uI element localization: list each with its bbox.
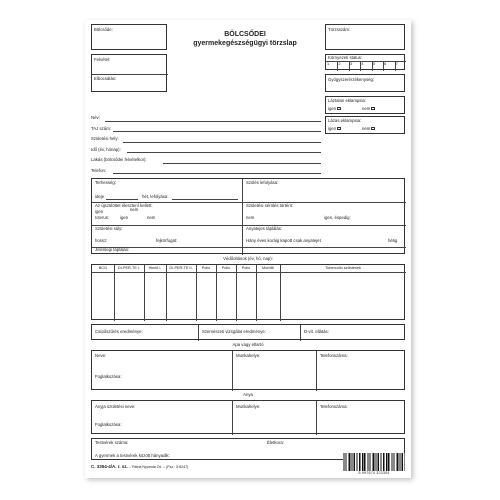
- laztalan-igen-label: igen: [328, 106, 337, 111]
- anya-nev-label[interactable]: Anyja születési neve:: [95, 404, 136, 409]
- testverek-eletkora-label[interactable]: Életkora:: [267, 440, 284, 445]
- status-cell-divider: [372, 61, 373, 71]
- vedooltasok-title: Védőoltások (év, hó, nap):: [223, 256, 273, 261]
- kornyezeti-status-box[interactable]: [325, 54, 405, 70]
- elbocsatas-label: Elbocsátás:: [94, 76, 117, 81]
- hany-eves-label: Hány éves koráig kapott csak anyatejet: [246, 238, 321, 243]
- ujszulott-igen[interactable]: igen: [95, 209, 104, 214]
- status-cell-divider: [383, 61, 387, 71]
- birth-block: [91, 178, 405, 254]
- testverek-szama-label[interactable]: Testvérek száma:: [95, 440, 129, 445]
- personal-field-label: Telefon:: [91, 167, 107, 173]
- anya-munkahely-label[interactable]: Munkahelye:: [236, 404, 261, 409]
- laztalan-nem[interactable]: [362, 107, 375, 112]
- personal-field-label: Születési hely:: [91, 136, 119, 141]
- personal-field-label: Név:: [91, 115, 100, 120]
- het-label: hétig: [388, 238, 398, 243]
- anya-divider-2: [316, 401, 317, 435]
- vacc-col-divider: [196, 265, 197, 321]
- lazas-nem[interactable]: [362, 127, 375, 132]
- personal-field-line[interactable]: [127, 152, 321, 153]
- apa-nev-label[interactable]: Neve:: [95, 353, 107, 358]
- vacc-col-divider: [256, 265, 257, 321]
- apa-foglalkozas-label[interactable]: Foglalkozása:: [95, 374, 122, 379]
- vedooltasok-header-line: [92, 272, 406, 273]
- gyogyszer-box[interactable]: [325, 74, 405, 92]
- birth-block-divider-3: [92, 247, 406, 248]
- vacc-col-divider: [144, 265, 145, 321]
- testverek-hanyadik-label[interactable]: A gyermek a testvérek között hányadik:: [95, 453, 170, 458]
- checkbox[interactable]: [371, 107, 375, 110]
- status-cell-4[interactable]: 4: [361, 62, 364, 66]
- szuletesi-suly-label: Születési súly:: [95, 226, 123, 231]
- ujszulott-label: Az újszülöttet élesztení kellett:: [95, 203, 153, 208]
- serules-nem[interactable]: nem: [246, 215, 255, 220]
- anya-box: [91, 400, 405, 434]
- vacc-col-header: Polio: [201, 266, 211, 270]
- status-cell-1[interactable]: 1: [327, 62, 330, 66]
- anya-title: Anya: [243, 392, 253, 397]
- form-title: [175, 30, 315, 48]
- kornyezeti-status-label: Környezeti status:: [328, 55, 363, 60]
- vacc-col-header: DI-PER-TE I.: [117, 266, 141, 270]
- icterus-igen[interactable]: igen: [120, 215, 129, 220]
- form-code-footer: [91, 464, 188, 470]
- personal-field-line[interactable]: [105, 121, 321, 122]
- apa-title: Apa vagy eltartó: [232, 342, 264, 347]
- serules-igen[interactable]: igen, éspedig:: [324, 215, 351, 220]
- status-cell-5[interactable]: 5: [372, 62, 375, 66]
- birth-block-vdivider: [242, 179, 243, 255]
- vizsgalat-divider-1: [198, 325, 199, 341]
- hossz-label: hossz:: [95, 238, 108, 243]
- apa-box: [91, 350, 405, 390]
- fejkorfogat-label: fejkörfogat:: [156, 238, 178, 243]
- vizsgalat-divider-2: [300, 325, 301, 341]
- laztalan-box[interactable]: [325, 96, 405, 114]
- personal-field-line[interactable]: [113, 173, 321, 174]
- title-line-1: BÖLCSŐDEI: [224, 31, 266, 38]
- status-cell-7[interactable]: 7: [395, 62, 398, 66]
- apa-divider-1: [232, 351, 233, 391]
- checkbox[interactable]: [371, 127, 375, 130]
- personal-field-line[interactable]: [113, 131, 321, 132]
- lazas-box[interactable]: [325, 116, 405, 134]
- checkbox[interactable]: [337, 127, 341, 130]
- status-cell-2[interactable]: 2: [338, 62, 341, 66]
- terhesseg-het-line[interactable]: [172, 199, 238, 200]
- title-line-2: gyermekegészségügyi törzslap: [193, 40, 297, 48]
- lazas-label: Lázas eklampsia:: [328, 118, 362, 123]
- barcode-number: 5 997674 323304: [358, 471, 390, 475]
- serules-label: Születési sérülés történt:: [246, 203, 294, 208]
- anya-foglalkozas-label[interactable]: Foglalkozása:: [95, 422, 122, 427]
- terhesseg-het: hét, lefolyása:: [142, 194, 169, 199]
- status-cell-divider: [360, 61, 364, 71]
- vacc-col-header: DI-PER-TE II.: [169, 266, 193, 270]
- personal-field-line[interactable]: [123, 142, 321, 143]
- vacc-col-header: Polio: [221, 266, 231, 270]
- vacc-col-divider: [280, 265, 281, 321]
- laztalan-label: Láztalan eklampsia:: [328, 98, 366, 103]
- felvetel-label: Felvétel:: [94, 57, 111, 62]
- vacc-col-header: Himlő I.: [148, 266, 162, 270]
- vacc-col-header: Tuberculin szűntesek: [325, 266, 361, 270]
- apa-munkahely-label[interactable]: Munkahelye:: [236, 353, 261, 358]
- vacc-col-divider: [216, 265, 217, 321]
- felvetel-divider: [92, 74, 168, 75]
- personal-field-label: Lakás (bölcsődei felvételkor):: [91, 157, 147, 162]
- icterus-nem[interactable]: nem: [147, 215, 156, 220]
- personal-field-line[interactable]: [163, 163, 321, 164]
- felvetel-elbocsatas-box[interactable]: [91, 54, 167, 92]
- torzsszam-box[interactable]: [325, 24, 405, 50]
- form-code: C. 3354-4/A. r. sz.: [91, 464, 128, 469]
- torzsszam-label: Törzsszám:: [328, 27, 351, 32]
- lazas-nem-label: nem: [362, 126, 371, 131]
- status-cell-3[interactable]: 3: [349, 62, 352, 66]
- status-cell-6[interactable]: 6: [384, 62, 387, 66]
- vedooltasok-table: [91, 264, 405, 320]
- vacc-col-header: Polio: [241, 266, 251, 270]
- ujszulott-nem[interactable]: nem: [130, 207, 139, 212]
- laztalan-nem-label: nem: [362, 106, 371, 111]
- jelenlegi-label: Jelenlegi táplálás:: [95, 247, 130, 252]
- gyogyszer-label: Gyógyszerérzékenység:: [328, 77, 375, 82]
- terhesseg-ideje-line[interactable]: [106, 199, 138, 200]
- barcode: [343, 453, 405, 471]
- anyatej-label: Anyatejes táplálás:: [246, 226, 283, 231]
- personal-field-label: Idő (év, hónap):: [91, 146, 121, 152]
- anya-telefon-label[interactable]: Telefonszáma:: [320, 404, 348, 409]
- vizsgalat-row: [91, 324, 405, 340]
- form-sheet: [85, 20, 411, 478]
- bolcsode-label: Bölcsőde:: [94, 27, 113, 32]
- terhesseg-label: Terhesség:: [95, 180, 117, 185]
- apa-divider-2: [316, 351, 317, 391]
- vacc-col-header: BCG: [98, 266, 108, 270]
- d-vit-label[interactable]: D-vit. ellátás:: [304, 329, 329, 334]
- apa-telefon-label[interactable]: Telefonszáma:: [320, 353, 348, 358]
- vacc-col-divider: [114, 265, 115, 321]
- icterus-label: Icterus:: [95, 215, 110, 220]
- publisher: – Pátria Nyomda Zrt. – (Fsz.: 5.8247): [128, 465, 189, 469]
- vacc-col-header: Morbilli: [261, 266, 275, 270]
- vacc-col-divider: [166, 265, 167, 321]
- personal-field-label: TAJ szám:: [91, 125, 111, 131]
- anya-divider-1: [232, 401, 233, 435]
- szemelvizsgalat-label[interactable]: Szemészeti vizsgálat eredménye:: [202, 329, 267, 334]
- laztalan-igen[interactable]: [328, 107, 341, 112]
- lazas-igen-label: igen: [328, 126, 337, 131]
- checkbox[interactable]: [337, 107, 341, 110]
- lazas-igen[interactable]: [328, 127, 341, 132]
- szules-lefolyasa-label: Szülés lefolyása:: [246, 180, 279, 185]
- status-cell-divider: [337, 61, 341, 71]
- terhesseg-ideje: ideje: [95, 194, 105, 199]
- vacc-col-divider: [236, 265, 237, 321]
- csipoperes-label[interactable]: Csípőszűrés eredménye:: [95, 329, 143, 334]
- status-cell-divider: [395, 61, 396, 71]
- status-cell-divider: [349, 61, 350, 71]
- bolcsode-box[interactable]: [91, 24, 167, 50]
